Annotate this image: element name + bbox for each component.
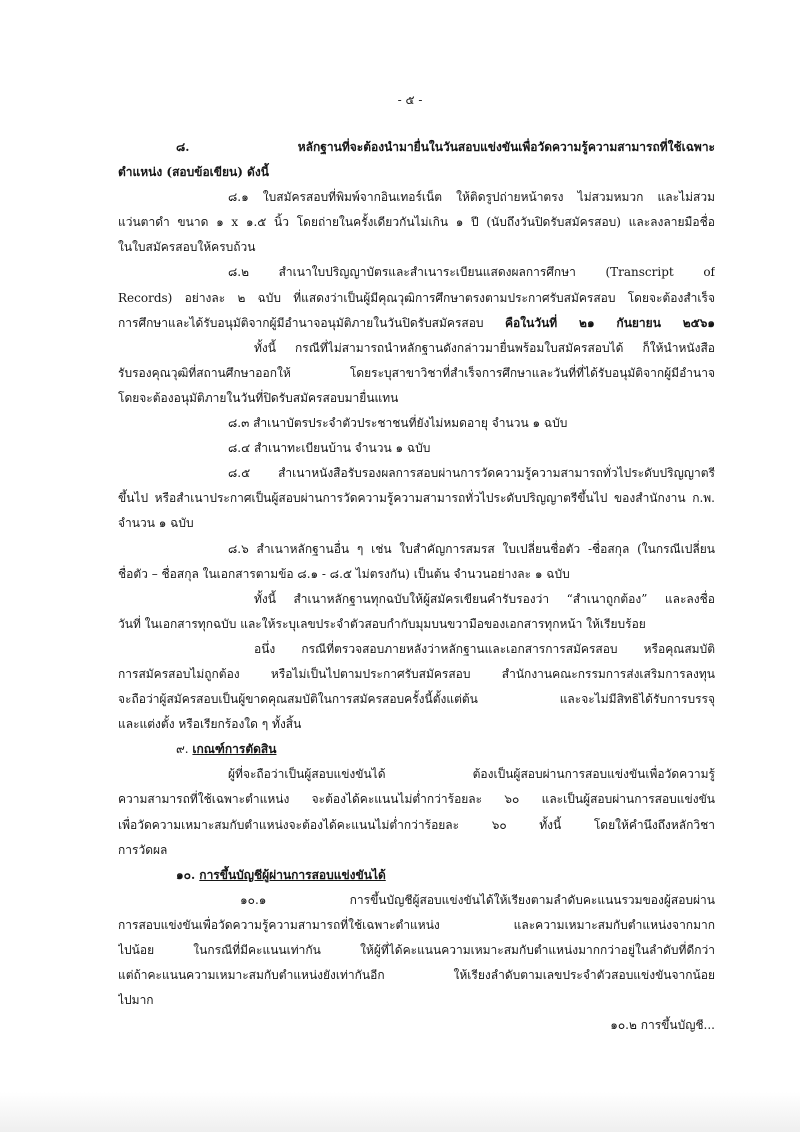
item-8-3: ๘.๓ สำเนาบัตรประจำตัวประชาชนที่ยังไม่หมดอายุ จำนวน ๑ ฉบับ	[228, 416, 568, 431]
item-10-1: ไปมาก	[118, 993, 154, 1008]
item-10-1: ๑๐.๑ การขึ้นบัญชีผู้สอบแข่งขันได้ให้เรียงตามลำดับคะแนนรวมของผู้สอบผ่าน	[240, 892, 715, 907]
section-9-body: การวัดผล	[118, 842, 168, 857]
item-10-1: แต่ถ้าคะแนนความเหมาะสมกับตำแหน่งยังเท่ากันอีก ให้เรียงลำดับตามเลขประจำตัวสอบแข่งขันจากน้อย	[118, 968, 715, 983]
section-9-heading	[118, 737, 715, 762]
item-10-1: ไปน้อย ในกรณีที่มีคะแนนเท่ากัน ให้ผู้ที่ได้คะแนนความเหมาะสมกับตำแหน่งมากกว่าอยู่ในลำดับที่ดีกว่า	[118, 943, 715, 957]
item-8-4: ๘.๔ สำเนาทะเบียนบ้าน จำนวน ๑ ฉบับ	[228, 441, 431, 456]
item-8-2-deadline: คือในวันที่ ๒๑ กันยายน ๒๕๖๑	[505, 315, 715, 330]
document-body	[118, 135, 715, 1038]
disclaimer: อนึ่ง กรณีที่ตรวจสอบภายหลังว่าหลักฐานและเอกสารการสมัครสอบ หรือคุณสมบัติ	[254, 641, 715, 656]
section-9-body: ความสามารถที่ใช้เฉพาะตำแหน่ง จะต้องได้คะแนนไม่ต่ำกว่าร้อยละ ๖๐ และเป็นผู้สอบผ่านการสอบแข่งขัน	[118, 792, 715, 807]
item-10-1: การสอบแข่งขันเพื่อวัดความรู้ความสามารถที่ใช้เฉพาะตำแหน่ง และความเหมาะสมกับตำแหน่งจากมาก	[118, 917, 715, 932]
section-10-title: การขึ้นบัญชีผู้ผ่านการสอบแข่งขันได้	[199, 867, 386, 882]
section-9-number: ๙.	[176, 742, 193, 757]
item-8-2-note: ทั้งนี้ กรณีที่ไม่สามารถนำหลักฐานดังกล่าวมายื่นพร้อมใบสมัครสอบได้ ก็ให้นำหนังสือ	[254, 340, 715, 355]
section-8-heading: ๘. หลักฐานที่จะต้องนำมายื่นในวันสอบแข่งขันเพื่อวัดความรู้ความสามารถที่ใช้เฉพาะ	[176, 140, 715, 154]
certification-note: วันที่ ในเอกสารทุกฉบับ และให้ระบุเลขประจำตัวสอบกำกับมุมบนขวามือของเอกสารทุกหน้า ให้เรียบร้อย	[118, 616, 646, 631]
section-9-body: ผู้ที่จะถือว่าเป็นผู้สอบแข่งขันได้ ต้องเป็นผู้สอบผ่านการสอบแข่งขันเพื่อวัดความรู้	[228, 767, 715, 782]
item-8-2-note: โดยจะต้องอนุมัติภายในวันที่ปิดรับสมัครสอบมายื่นแทน	[118, 390, 399, 405]
section-10-heading	[118, 863, 715, 888]
page-number: - ๕ -	[397, 93, 423, 107]
continuation-note: ๑๐.๒ การขึ้นบัญชี...	[610, 1018, 715, 1033]
item-8-1: ในใบสมัครสอบให้ครบถ้วน	[118, 240, 256, 255]
section-9-title: เกณฑ์การตัดสิน	[192, 742, 277, 757]
section-10-number: ๑๐.	[176, 867, 200, 882]
item-8-2: ๘.๒ สำเนาใบปริญญาบัตรและสำเนาระเบียนแสดงผลการศึกษา (Transcript of	[228, 265, 715, 280]
item-8-5: ขึ้นไป หรือสำเนาประกาศเป็นผู้สอบผ่านการวัดความรู้ความสามารถทั่วไประดับปริญญาตรีขึ้นไป ของสำนักงาน ก.พ.	[118, 491, 715, 506]
disclaimer: และแต่งตั้ง หรือเรียกร้องใด ๆ ทั้งสิ้น	[118, 717, 302, 732]
section-9-body: เพื่อวัดความเหมาะสมกับตำแหน่งจะต้องได้คะแนนไม่ต่ำกว่าร้อยละ ๖๐ ทั้งนี้ โดยให้คำนึงถึงหลักวิชา	[118, 817, 715, 832]
item-8-5: ๘.๕ สำเนาหนังสือรับรองผลการสอบผ่านการวัดความรู้ความสามารถทั่วไประดับปริญญาตรี	[228, 466, 715, 481]
certification-note: ทั้งนี้ สำเนาหลักฐานทุกฉบับให้ผู้สมัครเขียนคำรับรองว่า “สำเนาถูกต้อง” และลงชื่อ	[254, 591, 715, 606]
item-8-6: ชื่อตัว – ชื่อสกุล ในเอกสารตามข้อ ๘.๑ - ๘.๕ ไม่ตรงกัน) เป็นต้น จำนวนอย่างละ ๑ ฉบับ	[118, 566, 570, 581]
item-8-6: ๘.๖ สำเนาหลักฐานอื่น ๆ เช่น ใบสำคัญการสมรส ใบเปลี่ยนชื่อตัว -ชื่อสกุล (ในกรณีเปลี่ยน	[228, 541, 715, 556]
item-8-1: ๘.๑ ใบสมัครสอบที่พิมพ์จากอินเทอร์เน็ต ให้ติดรูปถ่ายหน้าตรง ไม่สวมหมวก และไม่สวม	[228, 190, 715, 205]
item-8-2-text: การศึกษาและได้รับอนุมัติจากผู้มีอำนาจอนุมัติภายในวันปิดรับสมัครสอบ	[118, 315, 506, 330]
scan-edge-shade	[0, 1092, 800, 1132]
item-8-2: Records) อย่างละ ๒ ฉบับ ที่แสดงว่าเป็นผู้มีคุณวุฒิการศึกษาตรงตามประกาศรับสมัครสอบ โดยจะต้องสำเร็จ	[118, 290, 715, 305]
item-8-2-note: รับรองคุณวุฒิที่สถานศึกษาออกให้ โดยระบุสาขาวิชาที่สำเร็จการศึกษาและวันที่ที่ได้รับอนุมัติจากผู้มีอำนาจ	[118, 365, 715, 380]
item-8-2	[118, 311, 715, 336]
item-8-1: แว่นตาดำ ขนาด ๑ x ๑.๕ นิ้ว โดยถ่ายในครั้งเดียวกันไม่เกิน ๑ ปี (นับถึงวันปิดรับสมัครสอบ) และลงลายมือชื่อ	[118, 215, 715, 230]
disclaimer: การสมัครสอบไม่ถูกต้อง หรือไม่เป็นไปตามประกาศรับสมัครสอบ สำนักงานคณะกรรมการส่งเสริมการลงทุน	[118, 666, 715, 681]
item-8-5: จำนวน ๑ ฉบับ	[118, 516, 194, 531]
section-8-heading: ตำแหน่ง (สอบข้อเขียน) ดังนี้	[118, 165, 269, 180]
disclaimer: จะถือว่าผู้สมัครสอบเป็นผู้ขาดคุณสมบัติในการสมัครสอบครั้งนี้ตั้งแต่ต้น และจะไม่มีสิทธิได้รับการบรรจุ	[118, 692, 715, 707]
